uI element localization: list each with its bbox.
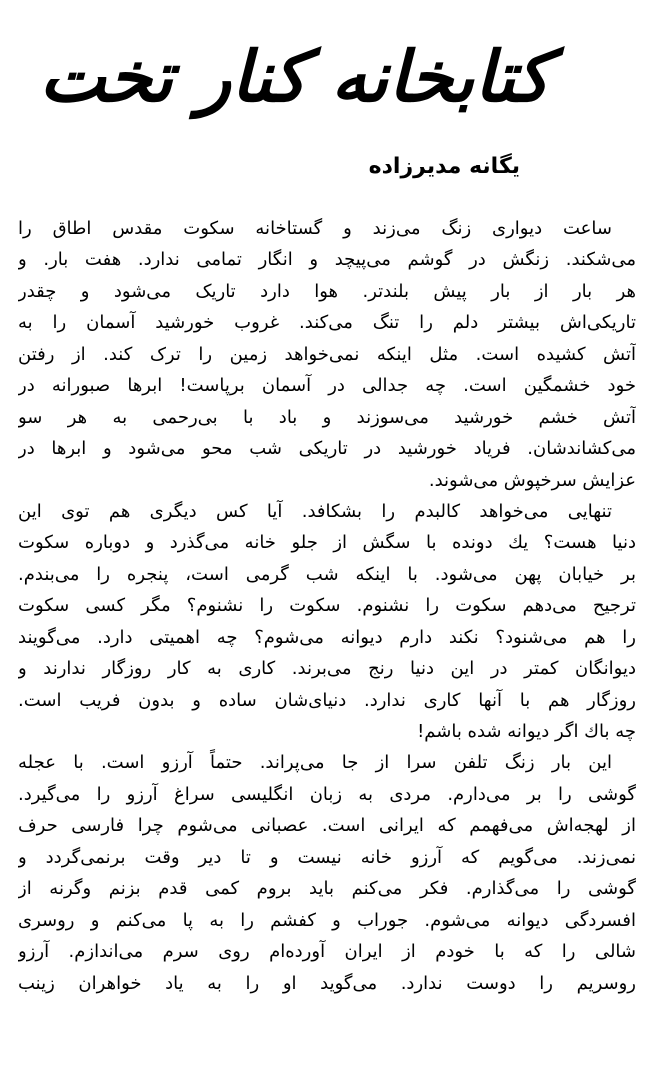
text-line: روسریم را دوست ندارد. می‌گوید او را به یاد خواهران زینب (18, 972, 636, 994)
text-line: می‌کشاندشان. فریاد خورشید در تاریکی شب محو می‌شود و ابرها در (18, 438, 636, 460)
text-line: عزایش سرخپوش می‌شوند. (428, 469, 636, 491)
author-name: یگانه مدیرزاده (368, 154, 520, 179)
text-line: گوشی را بر می‌دارم. مردی به زبان انگلیسی سراغ آرزو را می‌گیرد. (18, 783, 636, 805)
text-line: هر بار از بار پیش بلندتر. هوا دارد تاریک می‌شود و چقدر (18, 280, 636, 302)
text-line: آتش کشیده است. مثل اینکه نمی‌خواهد زمین را ترک کند. از رفتن (18, 343, 636, 365)
text-line: از لهجه‌اش می‌فهمم که ایرانی است. عصبانی می‌شوم چرا فارسی حرف (18, 815, 636, 837)
text-line: ساعت دیواری زنگ می‌زند و گستاخانه سکوت مقدس اطاق را (18, 218, 612, 239)
text-line: نمی‌زند. می‌گویم که آرزو خانه نیست و تا دیر وقت برنمی‌گردد و (18, 846, 636, 868)
text-line: آتش خشم خورشید می‌سوزند و باد با بی‌رحمی به هر سو (18, 406, 636, 428)
text-line: چه باك اگر دیوانه شده باشم! (417, 721, 636, 742)
text-line: بر خیابان پهن می‌شود. با اینکه شب گرمی است، پنجره را می‌بندم. (18, 563, 636, 585)
text-line: دنیا هست؟ یك دونده با سگش از جلو خانه می‌گذرد و دوباره سکوت (18, 532, 636, 554)
text-line: را هم می‌شنود؟ نکند دارم دیوانه می‌شوم؟ چه اهمیتی دارد. می‌گویند (18, 626, 636, 648)
text-line: شالی را که با خودم از ایران آورده‌ام روی سرم می‌اندازم. آرزو (18, 941, 636, 963)
text-line: افسردگی دیوانه می‌شوم. جوراب و کفشم را به پا می‌کنم و روسری (18, 909, 636, 931)
text-line: این بار زنگ تلفن سرا از جا می‌پراند. حتماً آرزو است. با عجله (18, 752, 612, 774)
text-line: دیوانگان کمتر در این دنیا رنج می‌برند. کاری به کار روزگار ندارند و (18, 658, 636, 680)
text-line: روزگار هم با آنها کاری ندارد. دنیای‌شان ساده و بدون فریب است. (18, 689, 636, 711)
article-body (18, 213, 636, 999)
text-line: تنهایی می‌خواهد کالبدم را بشکافد. آیا کس دیگری هم توی این (18, 500, 612, 522)
text-line: گوشی را می‌گذارم. فکر می‌کنم باید بروم کمی قدم بزنم وگرنه از (18, 878, 636, 900)
page-title: کتابخانه کنار تخت (39, 35, 550, 118)
text-line: خود خشمگین است. چه جدالی در آسمان برپاست! ابرها صبورانه در (18, 375, 636, 397)
text-line: ترجیح می‌دهم سکوت را نشنوم. سکوت را نشنوم؟ مگر کسی سکوت (18, 595, 636, 617)
text-line: می‌شکند. زنگش در گوشم می‌پیچد و انگار تمامی ندارد. هفت بار. و (18, 249, 636, 271)
text-line: تاریکی‌اش بیشتر دلم را تنگ می‌کند. غروب خورشید آسمان را به (18, 312, 636, 334)
